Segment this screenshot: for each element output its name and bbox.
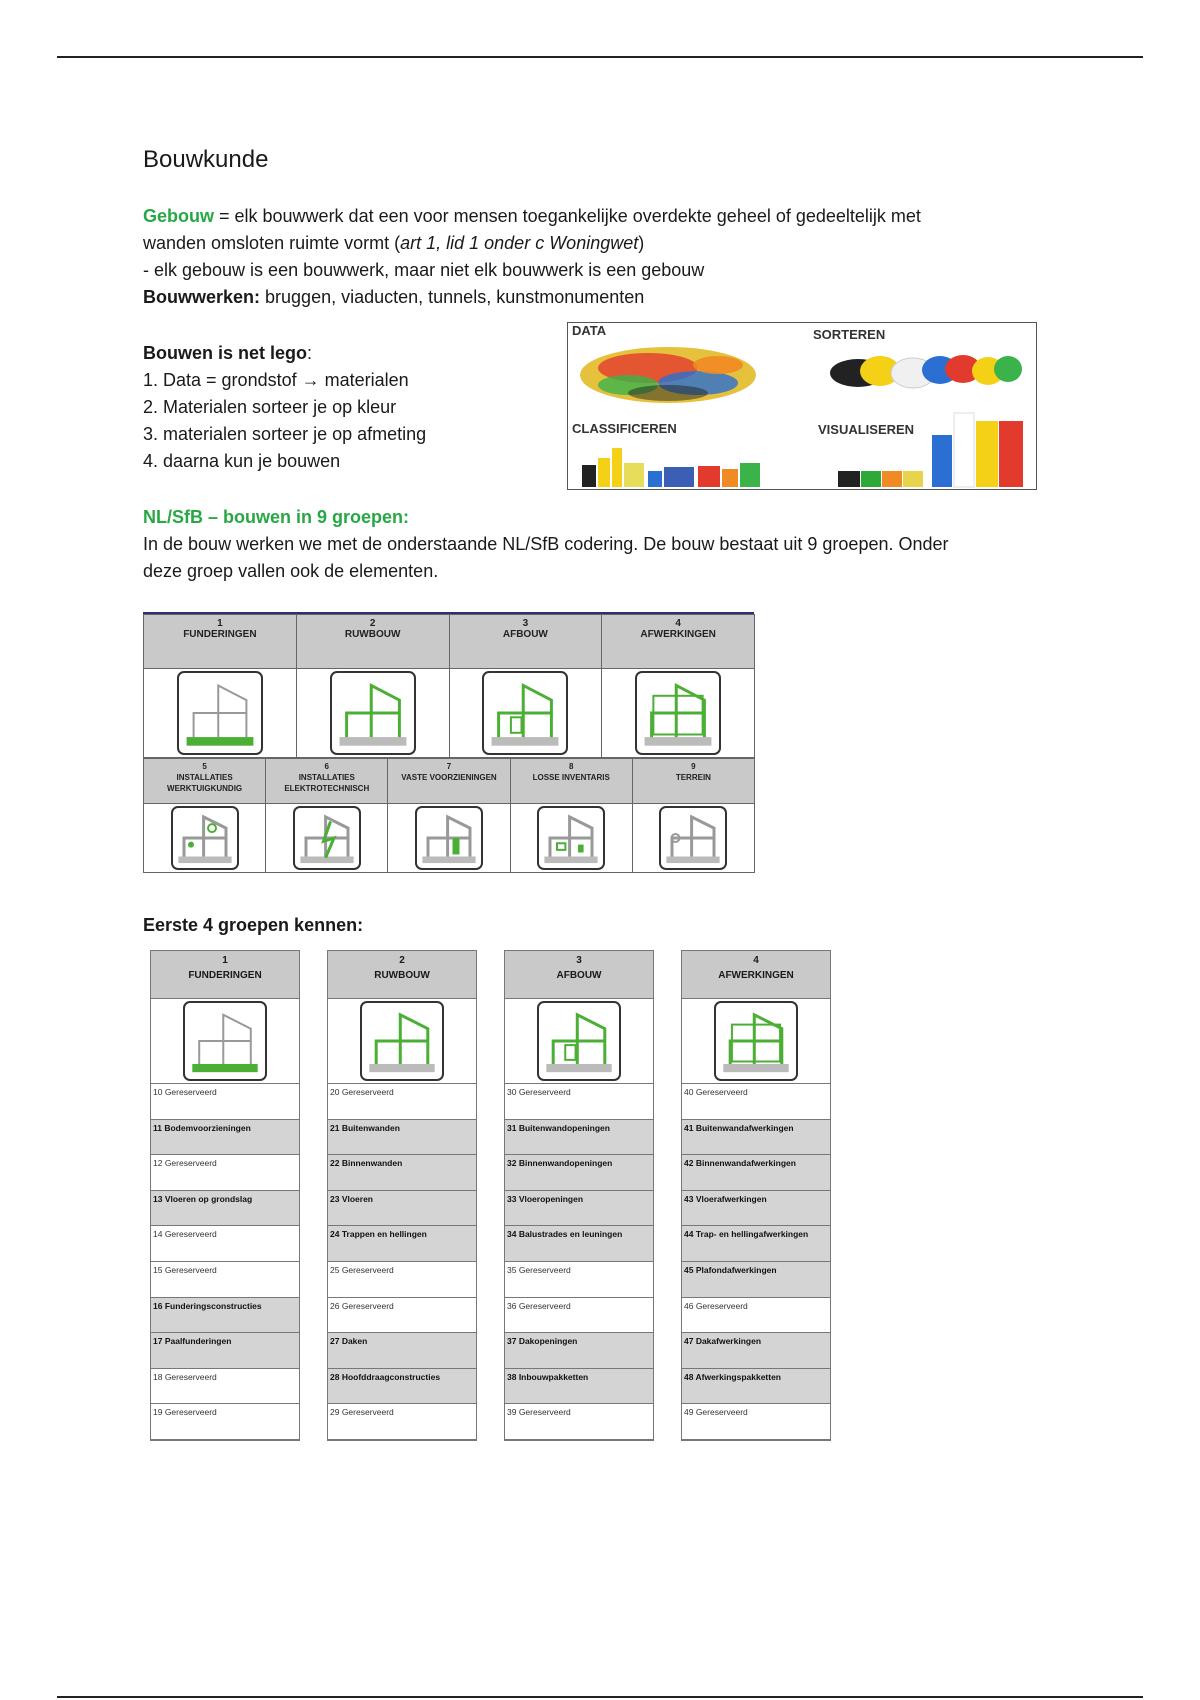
- group-icon-cell-9: [632, 803, 755, 873]
- group-name-2: WERKTUIGKUNDIG: [167, 784, 243, 793]
- house-icon: [634, 670, 722, 756]
- definition-text-2a: wanden omsloten ruimte vormt (: [143, 233, 401, 253]
- column-name: FUNDERINGEN: [188, 970, 262, 981]
- element-row: 35 Gereserveerd: [505, 1262, 653, 1298]
- house-icon: [292, 805, 362, 871]
- column-number: 2: [399, 955, 405, 966]
- group-icon-cell-5: [143, 803, 266, 873]
- lego-list: [143, 367, 426, 475]
- column-header: [328, 951, 476, 999]
- group-icon-cell-6: [265, 803, 388, 873]
- element-row: 49 Gereserveerd: [682, 1404, 830, 1440]
- column-header: [505, 951, 653, 999]
- element-row: 14 Gereserveerd: [151, 1226, 299, 1262]
- group-name: FUNDERINGEN: [183, 629, 257, 640]
- group-name: AFBOUW: [502, 629, 548, 640]
- element-row: 10 Gereserveerd: [151, 1084, 299, 1120]
- group-header-9: [632, 758, 755, 804]
- element-column-3: [504, 950, 654, 1441]
- group-header-2: [296, 614, 450, 669]
- column-number: 4: [753, 955, 759, 966]
- definition-reference: art 1, lid 1 onder c Woningwet: [400, 233, 639, 253]
- house-icon: [414, 805, 484, 871]
- element-row: 18 Gereserveerd: [151, 1369, 299, 1405]
- element-row: 45 Plafondafwerkingen: [682, 1262, 830, 1298]
- group-number: 5: [202, 762, 207, 771]
- house-icon: [182, 1000, 268, 1082]
- top-rule: [57, 56, 1143, 58]
- definition-term: Gebouw: [143, 206, 214, 226]
- group-icon-cell-1: [143, 668, 297, 758]
- column-icon-cell: [505, 999, 653, 1084]
- group-name-1: INSTALLATIES: [298, 773, 355, 782]
- group-number: 2: [369, 618, 376, 629]
- element-row: 17 Paalfunderingen: [151, 1333, 299, 1369]
- element-row: 33 Vloeropeningen: [505, 1191, 653, 1227]
- group-header-5: [143, 758, 266, 804]
- element-row: 47 Dakafwerkingen: [682, 1333, 830, 1369]
- element-row: 31 Buitenwandopeningen: [505, 1120, 653, 1156]
- lego-illustration: [567, 322, 1037, 490]
- definition-text-1: = elk bouwwerk dat een voor mensen toegankelijke overdekte geheel of gedeeltelijk met: [214, 206, 921, 226]
- group-number: 9: [691, 762, 696, 771]
- lego-section: [143, 340, 426, 475]
- element-row: 37 Dakopeningen: [505, 1333, 653, 1369]
- house-icon: [713, 1000, 799, 1082]
- group-header-1: [143, 614, 297, 669]
- element-row: 16 Funderingsconstructies: [151, 1298, 299, 1334]
- element-row: 30 Gereserveerd: [505, 1084, 653, 1120]
- lego-step: 1. Data = grondstof → materialen: [143, 370, 409, 390]
- column-icon-cell: [328, 999, 476, 1084]
- element-row: 42 Binnenwandafwerkingen: [682, 1155, 830, 1191]
- group-number: 1: [217, 618, 223, 629]
- element-column-4: [681, 950, 831, 1441]
- element-row: 25 Gereserveerd: [328, 1262, 476, 1298]
- lego-label-sorteren: SORTEREN: [813, 327, 886, 342]
- lego-label-visualiseren: VISUALISEREN: [818, 422, 915, 437]
- group-icon-cell-3: [449, 668, 603, 758]
- element-row: 28 Hoofddraagconstructies: [328, 1369, 476, 1405]
- element-row: 29 Gereserveerd: [328, 1404, 476, 1440]
- column-icon-cell: [682, 999, 830, 1084]
- element-row: 44 Trap- en hellingafwerkingen: [682, 1226, 830, 1262]
- column-icon-cell: [151, 999, 299, 1084]
- house-icon: [536, 1000, 622, 1082]
- house-icon: [536, 805, 606, 871]
- element-row: 21 Buitenwanden: [328, 1120, 476, 1156]
- group-number: 6: [324, 762, 329, 771]
- house-icon: [176, 670, 264, 756]
- element-row: 34 Balustrades en leuningen: [505, 1226, 653, 1262]
- definition-text-2b: ): [638, 233, 645, 253]
- lego-label-classificeren: CLASSIFICEREN: [572, 421, 677, 436]
- group-header-3: [449, 614, 603, 669]
- element-row: 11 Bodemvoorzieningen: [151, 1120, 299, 1156]
- definition-line-3: - elk gebouw is een bouwwerk, maar niet elk bouwwerk is een gebouw: [143, 260, 705, 280]
- house-icon: [170, 805, 240, 871]
- house-icon: [658, 805, 728, 871]
- element-row: 24 Trappen en hellingen: [328, 1226, 476, 1262]
- group-name-1: INSTALLATIES: [176, 773, 233, 782]
- house-icon: [481, 670, 569, 756]
- element-row: 23 Vloeren: [328, 1191, 476, 1227]
- element-row: 27 Daken: [328, 1333, 476, 1369]
- page-title: Bouwkunde: [143, 146, 269, 173]
- element-row: 39 Gereserveerd: [505, 1404, 653, 1440]
- element-row: 40 Gereserveerd: [682, 1084, 830, 1120]
- element-row: 12 Gereserveerd: [151, 1155, 299, 1191]
- element-row: 32 Binnenwandopeningen: [505, 1155, 653, 1191]
- group-number: 7: [446, 762, 452, 771]
- column-header: [682, 951, 830, 999]
- group-name-1: LOSSE INVENTARIS: [532, 773, 610, 782]
- eerste4-heading: Eerste 4 groepen kennen:: [143, 915, 364, 935]
- element-row: 48 Afwerkingspakketten: [682, 1369, 830, 1405]
- lego-bricks-graphic: [568, 323, 1036, 489]
- element-row: 19 Gereserveerd: [151, 1404, 299, 1440]
- column-name: RUWBOUW: [374, 970, 430, 981]
- group-icon-cell-8: [510, 803, 633, 873]
- group-header-4: [601, 614, 755, 669]
- group-name: AFWERKINGEN: [640, 629, 716, 640]
- group-icon-cell-2: [296, 668, 450, 758]
- group-header-7: [387, 758, 510, 804]
- lego-step: 2. Materialen sorteer je op kleur: [143, 397, 397, 417]
- bottom-rule: [57, 1696, 1143, 1698]
- group-icon-cell-7: [387, 803, 510, 873]
- house-icon: [329, 670, 417, 756]
- nlsfb-text-1: In de bouw werken we met de onderstaande NL/SfB codering. De bouw bestaat uit 9 groepen. Onder: [143, 534, 949, 554]
- group-number: 4: [675, 618, 681, 629]
- group-number: 8: [568, 762, 574, 771]
- element-row: 15 Gereserveerd: [151, 1262, 299, 1298]
- eerste4-table: [150, 950, 840, 1440]
- element-row: 36 Gereserveerd: [505, 1298, 653, 1334]
- element-row: 38 Inbouwpakketten: [505, 1369, 653, 1405]
- lego-step: 3. materialen sorteer je op afmeting: [143, 424, 427, 444]
- element-row: 41 Buitenwandafwerkingen: [682, 1120, 830, 1156]
- group-icon-cell-4: [601, 668, 755, 758]
- element-column-2: [327, 950, 477, 1441]
- nlsfb-heading: NL/SfB – bouwen in 9 groepen:: [143, 507, 410, 527]
- nlsfb-groups-table: [143, 612, 754, 872]
- column-name: AFWERKINGEN: [718, 970, 794, 981]
- group-number: 3: [522, 618, 529, 629]
- column-number: 3: [576, 955, 582, 966]
- element-row: 26 Gereserveerd: [328, 1298, 476, 1334]
- column-name: AFBOUW: [556, 970, 602, 981]
- element-row: 46 Gereserveerd: [682, 1298, 830, 1334]
- group-header-8: [510, 758, 633, 804]
- lego-step: 4. daarna kun je bouwen: [143, 451, 341, 471]
- element-row: 20 Gereserveerd: [328, 1084, 476, 1120]
- lego-heading: Bouwen is net lego: [143, 343, 308, 363]
- lego-label-data: DATA: [572, 323, 607, 338]
- definition-block: [143, 203, 921, 311]
- group-name: RUWBOUW: [344, 629, 401, 640]
- group-name-1: VASTE VOORZIENINGEN: [401, 773, 497, 782]
- bouwwerken-label: Bouwwerken:: [143, 287, 261, 307]
- element-row: 13 Vloeren op grondslag: [151, 1191, 299, 1227]
- nlsfb-section: [143, 504, 949, 585]
- lego-heading-colon: :: [307, 343, 313, 363]
- group-name-2: ELEKTROTECHNISCH: [284, 784, 370, 793]
- group-name-1: TERREIN: [675, 773, 711, 782]
- element-column-1: [150, 950, 300, 1441]
- element-row: 43 Vloerafwerkingen: [682, 1191, 830, 1227]
- nlsfb-text-2: deze groep vallen ook de elementen.: [143, 561, 439, 581]
- house-icon: [359, 1000, 445, 1082]
- column-number: 1: [222, 955, 228, 966]
- element-row: 22 Binnenwanden: [328, 1155, 476, 1191]
- bouwwerken-text: bruggen, viaducten, tunnels, kunstmonumenten: [260, 287, 645, 307]
- column-header: [151, 951, 299, 999]
- group-header-6: [265, 758, 388, 804]
